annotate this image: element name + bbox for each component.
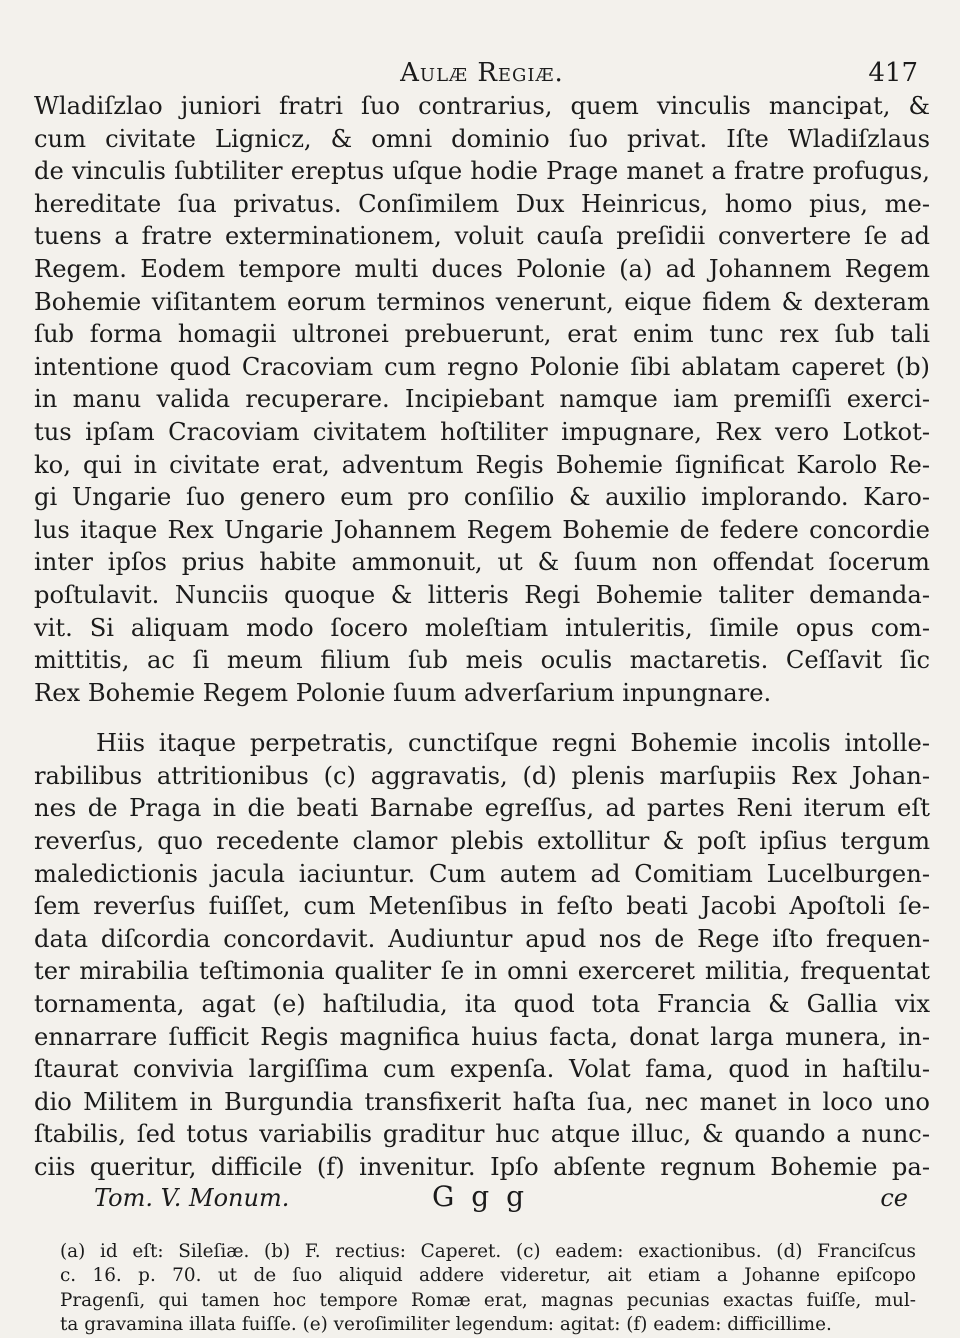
text-line: Wladiſzlao juniori fratri ſuo contrarius, quem vinculis mancipat, & [34, 92, 930, 120]
page-number: 417 [868, 58, 918, 88]
paragraph-1 [34, 90, 930, 709]
text-line: ſub forma homagii ultronei prebuerunt, erat enim tunc rex ſub tali [34, 320, 930, 349]
text-line: gi Ungarie ſuo genero eum pro conſilio & auxilio implorando. Karo- [34, 483, 930, 512]
text-line: tornamenta, agat (e) haſtiludia, ita quod tota Francia & Gallia vix [34, 990, 930, 1019]
text-line: data diſcordia concordavit. Audiuntur apud nos de Rege iſto frequen- [34, 924, 930, 953]
paragraph-2 [34, 727, 930, 1183]
text-line: vit. Si aliquam modo ſocero moleſtiam intuleritis, ſimile opus com- [34, 613, 930, 642]
text-line: mittitis, ac ſi meum filium ſub meis oculis mactaretis. Ceſſavit ſic [34, 646, 930, 675]
running-title: Aulæ Regiæ. [400, 58, 564, 88]
text-line: lus itaque Rex Ungarie Johannem Regem Bohemie de federe concordie [34, 515, 930, 544]
signature-line [34, 1179, 930, 1218]
text-line: Rex Bohemie Regem Polonie ſuum adverſarium inpungnare. [34, 678, 772, 707]
text-line: ter mirabilia teſtimonia qualiter ſe in omni exerceret militia, frequentat [34, 957, 930, 986]
footnote-line: ta gravamina illata fuiſſe. (e) veroſimiliter legendum: agitat: (f) eadem: difficillime. [60, 1314, 832, 1336]
text-line: inter ipſos prius habite ammonuit, ut & ſuum non offendat ſocerum [34, 548, 930, 577]
text-line: dio Militem in Burgundia transfixerit haſta ſua, nec manet in loco uno [34, 1087, 930, 1116]
footnotes [34, 1240, 930, 1338]
text-line: Bohemie viſitantem eorum terminos venerunt, eique fidem & dexteram [34, 287, 930, 316]
footnote-line: c. 16. p. 70. ut de ſuo aliquid addere videretur, ait etiam a Johanne epiſcopo [60, 1265, 916, 1287]
text-line: ſtaurat convivia largiſſima cum expenſa. Volat fama, quod in haſtilu- [34, 1055, 930, 1084]
text-line: reverſus, quo recedente clamor plebis extollitur & poſt ipſius tergum [34, 827, 930, 856]
text-line: intentione quod Cracoviam cum regno Polonie ſibi ablatam caperet (b) [34, 352, 930, 381]
footnote-line: (a) id eſt: Sileſiæ. (b) F. rectius: Caperet. (c) eadem: exactionibus. (d) Franciſcus [60, 1240, 916, 1262]
text-line: hereditate ſua privatus. Conſimilem Dux Heinricus, homo pius, me- [34, 189, 930, 218]
text-line: cum civitate Lignicz, & omni dominio ſuo privat. Iſte Wladiſzlaus [34, 124, 930, 153]
main-text [34, 90, 930, 1184]
text-line: ennarrare ſufficit Regis magnifica huius facta, donat larga munera, in- [34, 1022, 930, 1051]
text-line: maledictionis jacula iaciuntur. Cum autem ad Comitiam Lucelburgen- [34, 859, 930, 888]
text-line: Hiis itaque perpetratis, cunctiſque regni Bohemie incolis intolle- [96, 729, 930, 758]
text-line: ko, qui in civitate erat, adventum Regis Bohemie ſignificat Karolo Re- [34, 450, 930, 479]
volume-reference: Tom. V. Monum. [94, 1183, 290, 1212]
text-line: ſtabilis, ſed totus variabilis graditur huc atque illuc, & quando a nunc- [34, 1120, 930, 1149]
catchword: ce [880, 1183, 908, 1212]
text-line: de vinculis ſubtiliter ereptus uſque hodie Prage manet a fratre profugus, [34, 157, 930, 186]
text-line: nes de Praga in die beati Barnabe egreſſus, ad partes Reni iterum eſt [34, 794, 930, 823]
text-line: Regem. Eodem tempore multi duces Polonie (a) ad Johannem Regem [34, 254, 930, 283]
paragraph-gap [34, 709, 930, 727]
running-head [34, 50, 930, 90]
text-line: poſtulavit. Nunciis quoque & litteris Regi Bohemie taliter demanda- [34, 580, 930, 609]
text-line: ſem reverſus fuiſſet, cum Metenſibus in feſto beati Jacobi Apoſtoli ſe- [34, 892, 930, 921]
signature-mark: G g g [432, 1179, 529, 1213]
footnote-line: Pragenſi, qui tamen hoc tempore Romæ erat, magnas pecunias exactas fuiſſe, mul- [60, 1289, 916, 1311]
text-line: tus ipſam Cracoviam civitatem hoſtiliter impugnare, Rex vero Lotkot- [34, 417, 930, 446]
text-line: rabilibus attritionibus (c) aggravatis, (d) plenis marſupiis Rex Johan- [34, 761, 930, 790]
text-line: tuens a fratre exterminationem, voluit cauſa preſidii convertere ſe ad [34, 222, 930, 251]
text-line: in manu valida recuperare. Incipiebant namque iam premiſſi exerci- [34, 385, 930, 414]
text-line: ciis queritur, difficile (f) invenitur. Ipſo abſente regnum Bohemie pa- [34, 1153, 930, 1181]
